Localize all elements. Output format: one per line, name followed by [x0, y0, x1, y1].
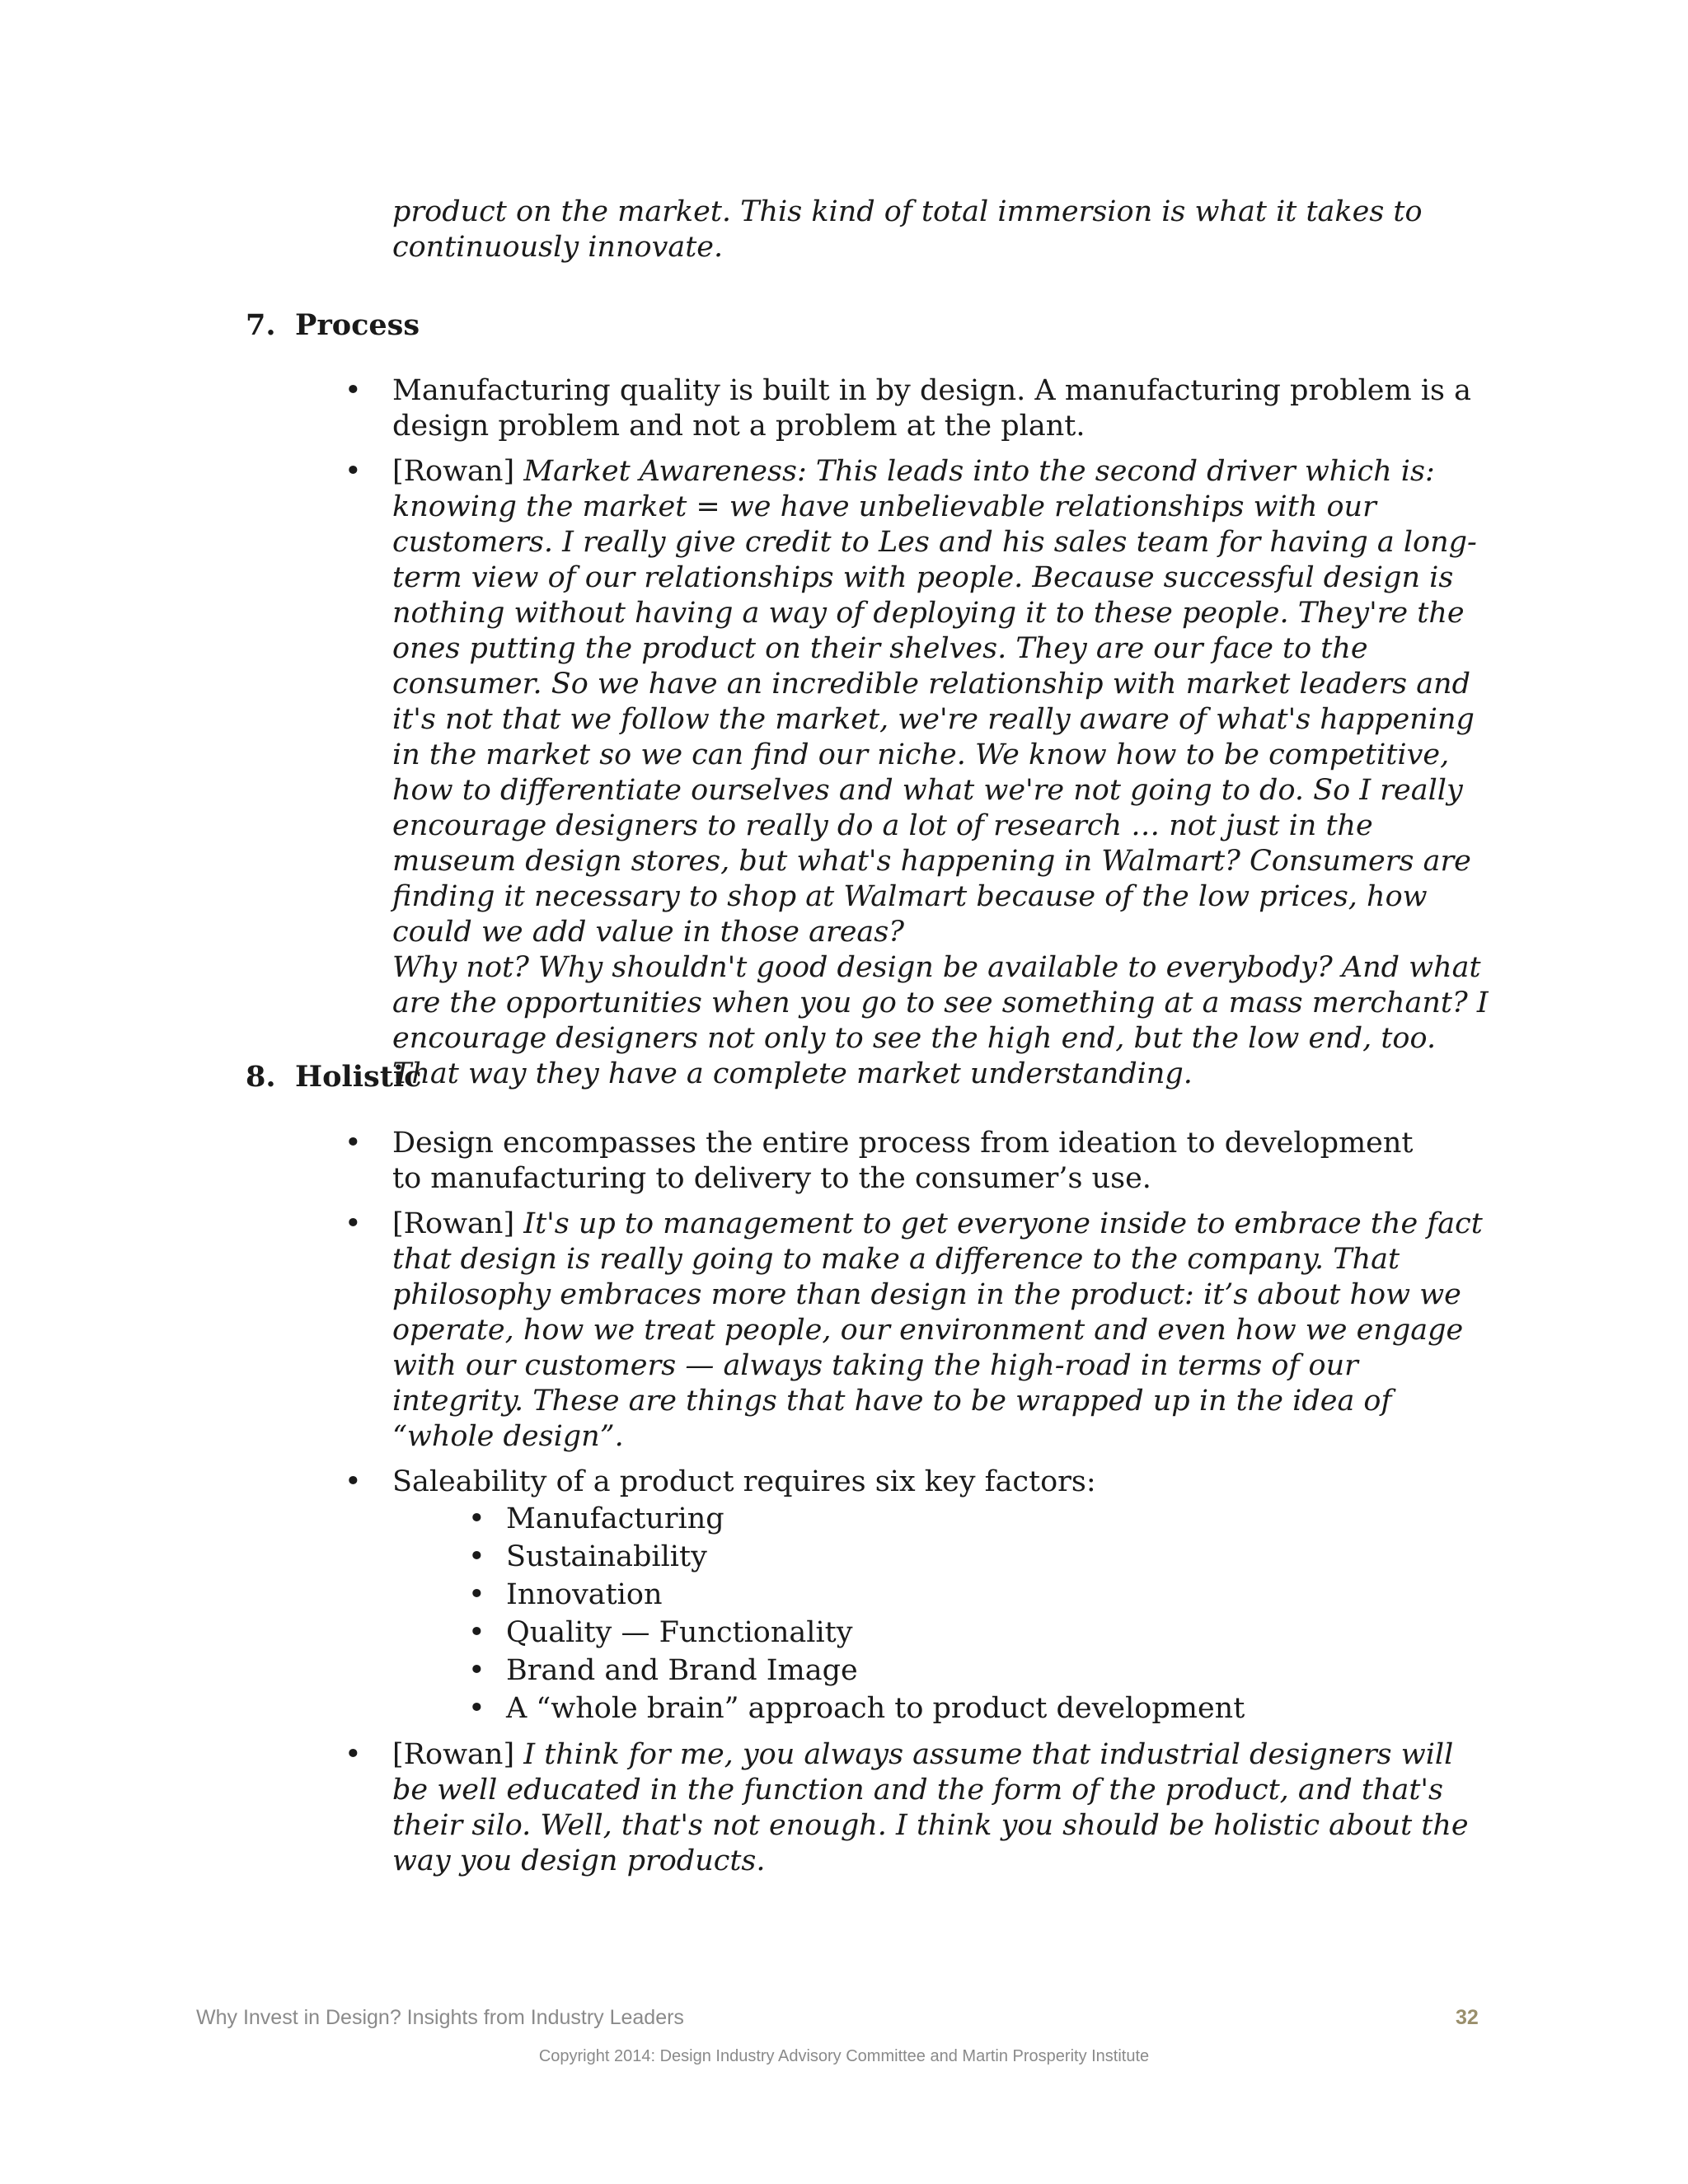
rowan-quote-market-awareness: Market Awareness: This leads into the second driver which is: knowing the market = we have unbelievable relationships with our customers. I really give credit to Les and his sales team for having a long-term view of our relationships with people. Because successful design is nothing without having a way of deploying it to these people. They're the ones putting the product on their shelves. They are our face to the consumer. So we have an incredible relationship with market leaders and it's not that we follow the market, we're really aware of what's happening in the market so we can find our niche. We know how to be competitive, how to differentiate ourselves and what we're not going to do. So I really encourage designers to really do a lot of research … not just in the museum design stores, but what's happening in Walmart? Consumers are finding it necessary to shop at Walmart because of the low prices, how could we add value in those areas?	[392, 455, 1477, 949]
section-8-heading	[246, 1059, 421, 1094]
section-7-bullet-1: • Manufacturing quality is built in by design. A manufacturing problem is a design problem and not a problem at the plant.	[392, 374, 1471, 443]
footer-copyright: Copyright 2014: Design Industry Advisory Committee and Martin Prosperity Institute	[538, 2047, 1150, 2065]
section-7-bullets	[392, 373, 1497, 1102]
list-item	[392, 373, 1497, 444]
footer-page-number: 32	[1456, 2006, 1479, 2029]
list-item	[392, 1465, 1497, 1727]
rowan-quote-whole-design: It's up to management to get everyone inside to embrace the fact that design is really going to make a difference to the company. That philosophy embraces more than design in the product: it’s about how we operate, how we treat people, our environment and even how we engage with our customers — always taking the high-road in terms of our integrity. These are things that have to be wrapped up in the idea of “whole design”.	[392, 1207, 1483, 1453]
speaker-label: [Rowan]	[392, 455, 515, 488]
list-item	[392, 1126, 1497, 1197]
footer-document-title: Why Invest in Design? Insights from Industry Leaders	[196, 2006, 684, 2029]
list-item	[392, 454, 1497, 1092]
section-8-bullets	[392, 1126, 1497, 1889]
section-7-title: Process	[295, 308, 420, 342]
key-factors-list	[392, 1500, 1497, 1727]
section-8-number: 8.	[246, 1060, 276, 1094]
list-item	[392, 1737, 1497, 1879]
rowan-quote-market-awareness-cont: Why not? Why shouldn't good design be available to everybody? And what are the opportunities when you go to see something at a mass merchant? I encourage designers not only to see the high end, but the low end, too. That way they have a complete market understanding.	[392, 951, 1489, 1090]
section-8-bullet-3: • Saleability of a product requires six key factors:	[392, 1465, 1096, 1498]
section-8-title: Holistic	[295, 1060, 422, 1094]
key-factor-item: • Sustainability	[392, 1538, 1497, 1576]
speaker-label: [Rowan]	[392, 1207, 515, 1240]
key-factor-item: • Brand and Brand Image	[392, 1652, 1497, 1690]
key-factor-item: • Innovation	[392, 1576, 1497, 1614]
intro-line-1: product on the market. This kind of total immersion is what it takes to	[392, 195, 1423, 228]
key-factor-item: • Quality — Functionality	[392, 1614, 1497, 1652]
section-8-bullet-1-line-1: • Design encompasses the entire process from ideation to development	[392, 1127, 1414, 1160]
intro-line-2: continuously innovate.	[392, 231, 724, 264]
intro-quote-continuation	[392, 194, 1497, 265]
speaker-label: [Rowan]	[392, 1738, 515, 1771]
section-7-number: 7.	[246, 308, 276, 342]
rowan-quote-holistic: I think for me, you always assume that industrial designers will be well educated in the function and the form of the product, and that's their silo. Well, that's not enough. I think you should be holistic about the way you design products.	[392, 1738, 1469, 1877]
section-7-heading	[246, 307, 420, 343]
key-factor-item: • Manufacturing	[392, 1500, 1497, 1538]
list-item	[392, 1207, 1497, 1455]
section-8-bullet-1-line-2: to manufacturing to delivery to the consumer’s use.	[392, 1162, 1151, 1195]
key-factor-item: • A “whole brain” approach to product development	[392, 1690, 1497, 1727]
